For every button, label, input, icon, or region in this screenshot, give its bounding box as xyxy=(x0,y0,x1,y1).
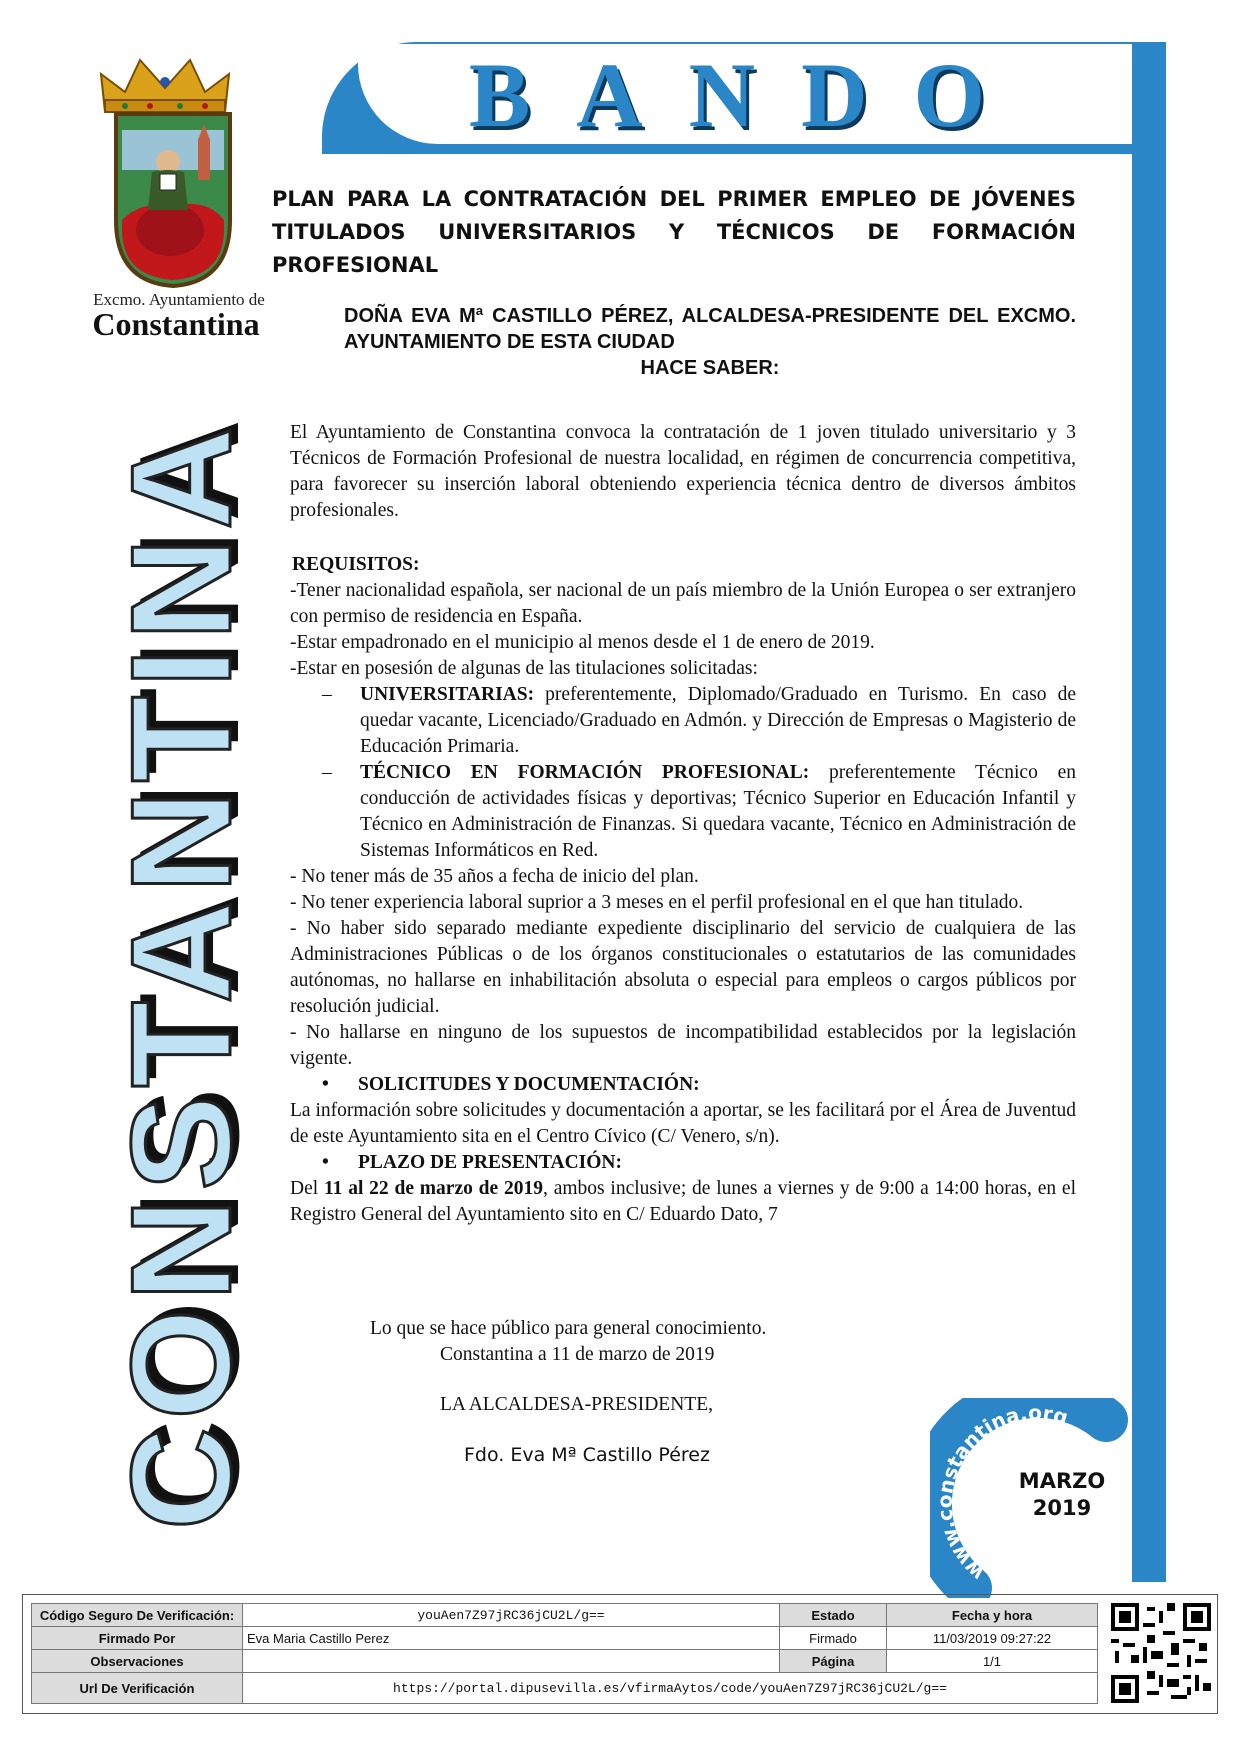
firmado-label: Firmado Por xyxy=(32,1627,243,1650)
solicitudes-text: La información sobre solicitudes y documentación a aportar, se les facilitará por el Área de Juventud de este Ayuntamiento sita en el Centro Cívico (C/ Venero, s/n). xyxy=(290,1100,1076,1147)
closing-line: Lo que se hace público para general conocimiento. xyxy=(370,1318,767,1339)
url-label: Url De Verificación xyxy=(32,1673,243,1704)
list-item: - No tener experiencia laboral suprior a 3 meses en el perfil profesional en el que han titulado. xyxy=(290,892,1024,913)
firmado-state: Firmado xyxy=(780,1627,887,1650)
seal-month: MARZO xyxy=(1018,1469,1106,1493)
firmado-date: 11/03/2019 09:27:22 xyxy=(887,1627,1098,1650)
seal-date xyxy=(1002,1468,1122,1522)
sub-item-universitarias xyxy=(290,682,1076,760)
logo-name: Constantina xyxy=(92,306,260,342)
plazo-text: Del 11 al 22 de marzo de 2019, ambos inclusive; de lunes a viernes y de 9:00 a 14:00 horas, en el Registro General del Ayuntamiento sito en C/ Eduardo Dato, 7 xyxy=(290,1178,1076,1225)
list-item: -Estar en posesión de algunas de las titulaciones solicitadas: xyxy=(290,658,758,679)
firmado-value: Eva Maria Castillo Perez xyxy=(243,1627,780,1650)
pagina-value: 1/1 xyxy=(887,1650,1098,1673)
sub-item-label: TÉCNICO EN FORMACIÓN PROFESIONAL: xyxy=(360,762,810,783)
sub-item-label: UNIVERSITARIAS: xyxy=(360,684,535,705)
csv-label: Código Seguro De Verificación: xyxy=(32,1604,243,1627)
list-item: - No hallarse en ninguno de los supuestos de incompatibilidad establecidos por la legislación vigente. xyxy=(290,1022,1076,1069)
verification-table xyxy=(31,1603,1098,1704)
estado-label: Estado xyxy=(780,1604,887,1627)
signer-title: LA ALCALDESA-PRESIDENTE, xyxy=(440,1394,713,1415)
bullet-icon: • xyxy=(322,1074,329,1095)
sub-item-tecnico xyxy=(290,760,1076,864)
requisitos-heading: REQUISITOS: xyxy=(292,554,420,575)
requisitos-list xyxy=(290,578,1076,1228)
seal-url: www.constantina.org xyxy=(932,1400,1071,1586)
seal-year: 2019 xyxy=(1032,1496,1092,1520)
list-item: - No haber sido separado mediante expediente disciplinario del servicio de cualquiera de las Administraciones Públicas o de los órganos constitucionales o estatutarios de las comunidades autónomas, no hallarse en inhabilitación absoluta o especial para empleos o cargos públicos por resolución judicial. xyxy=(290,918,1076,1017)
signer-name: Fdo. Eva Mª Castillo Pérez xyxy=(464,1444,710,1466)
pagina-label: Página xyxy=(780,1650,887,1673)
list-item: -Estar empadronado en el municipio al menos desde el 1 de enero de 2019. xyxy=(290,632,875,653)
closing-block xyxy=(300,1316,900,1468)
bullet-icon: • xyxy=(322,1152,329,1173)
mayor-line: DOÑA EVA Mª CASTILLO PÉREZ, ALCALDESA-PRESIDENTE DEL EXCMO. AYUNTAMIENTO DE ESTA CIUDAD xyxy=(344,305,1076,353)
right-frame-bar xyxy=(1132,144,1166,1582)
plazo-dates: 11 al 22 de marzo de 2019 xyxy=(323,1178,543,1199)
observaciones-label: Observaciones xyxy=(32,1650,243,1673)
qr-code-icon xyxy=(1111,1603,1211,1703)
list-item: -Tener nacionalidad española, ser nacional de un país miembro de la Unión Europea o ser extranjero con permiso de residencia en España. xyxy=(290,580,1076,627)
dash-icon: – xyxy=(322,684,332,705)
dash-icon: – xyxy=(322,762,332,783)
crown-icon xyxy=(95,52,235,118)
list-item: - No tener más de 35 años a fecha de inicio del plan. xyxy=(290,866,699,887)
bando-title: BANDO xyxy=(468,44,1032,146)
hace-saber-heading: HACE SABER: xyxy=(640,357,780,379)
plan-title: PLAN PARA LA CONTRATACIÓN DEL PRIMER EMPLEO DE JÓVENES TITULADOS UNIVERSITARIOS Y TÉCNICOS DE FORMACIÓN PROFESIONAL xyxy=(272,187,1076,277)
observaciones-value xyxy=(243,1650,780,1673)
logo-subtitle: Excmo. Ayuntamiento de xyxy=(93,290,265,309)
plazo-heading: • PLAZO DE PRESENTACIÓN: xyxy=(290,1150,1076,1176)
sub-item-text: preferentemente Técnico en conducción de actividades físicas y deportivas; Técnico Superior en Educación Infantil y Técnico en Administración de Finanzas. Si quedara vacante, Técnico en Administración de Sistemas Informáticos en Red. xyxy=(360,762,1076,861)
verification-url[interactable]: https://portal.dipusevilla.es/vfirmaAytos/code/youAen7Z97jRC36jCU2L/g== xyxy=(243,1673,1098,1704)
solicitudes-heading: • SOLICITUDES Y DOCUMENTACIÓN: xyxy=(290,1072,1076,1098)
fecha-label: Fecha y hora xyxy=(887,1604,1098,1627)
csv-value: youAen7Z97jRC36jCU2L/g== xyxy=(243,1604,780,1627)
intro-paragraph: El Ayuntamiento de Constantina convoca la contratación de 1 joven titulado universitario y 3 Técnicos de Formación Profesional de nuestra localidad, en régimen de concurrencia competitiva, para favorecer su inserción laboral obteniendo experiencia técnica dentro de diversos ámbitos profesionales. xyxy=(290,422,1076,521)
verification-box xyxy=(22,1594,1218,1714)
vertical-town-name: CONSTANTINA xyxy=(102,419,261,1530)
closing-date: Constantina a 11 de marzo de 2019 xyxy=(440,1344,715,1365)
sub-item-text: preferentemente, Diplomado/Graduado en Turismo. En caso de quedar vacante, Licenciado/Graduado en Admón. y Dirección de Empresas o Magisterio de Educación Primaria. xyxy=(360,684,1076,757)
coat-of-arms-icon xyxy=(112,110,234,290)
